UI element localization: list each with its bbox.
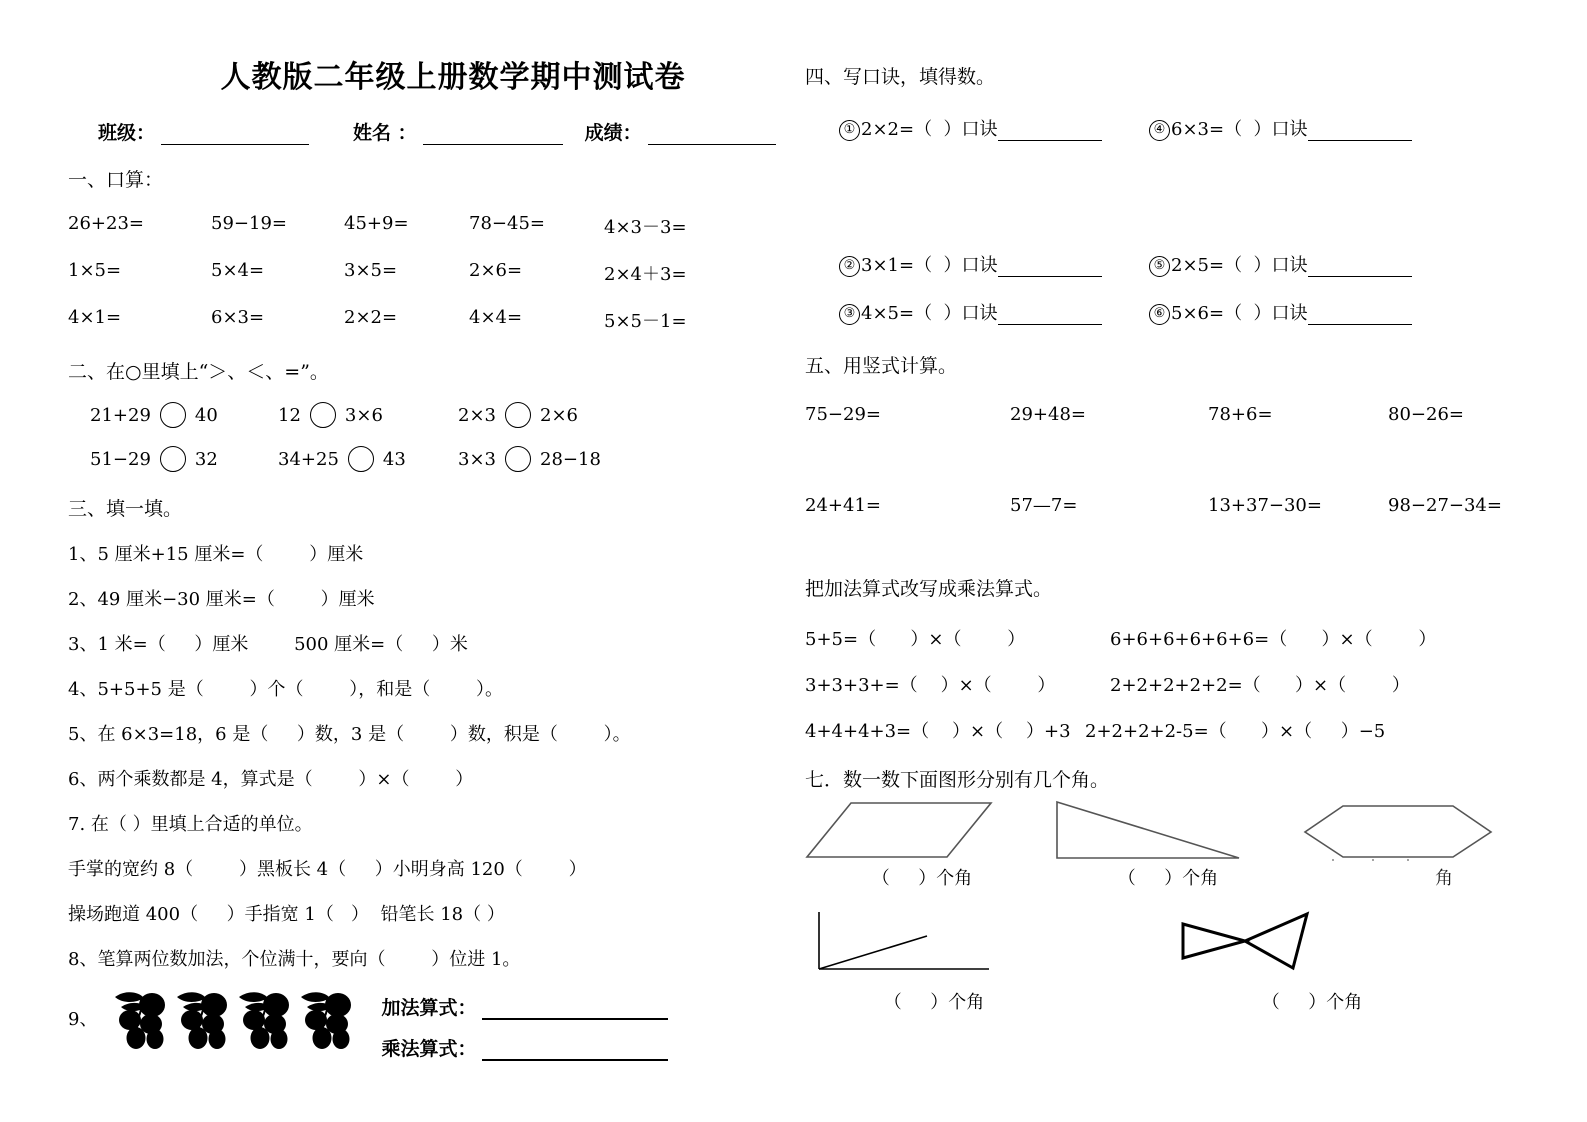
oral-problem: 3×5= xyxy=(344,260,398,281)
formula-item xyxy=(1149,299,1412,325)
addition-answer-row xyxy=(381,993,668,1020)
compare-right: 43 xyxy=(382,448,406,470)
compare-item xyxy=(90,446,278,472)
convert-problem: 5+5=（ ）×（ ） xyxy=(805,629,1026,650)
fill-item: 3、1 米=（ ）厘米 500 厘米=（ ）米 xyxy=(68,634,468,655)
oral-problem: 26+23= xyxy=(68,213,144,234)
item-marker-5: ⑤ xyxy=(1149,256,1170,277)
convert-problem: 6+6+6+6+6+6=（ ）×（ ） xyxy=(1110,629,1437,650)
formula-blank[interactable] xyxy=(998,261,1102,277)
shape-label: （ ）个角 xyxy=(1117,868,1219,889)
fill-item: 4、5+5+5 是（ ）个（ ），和是（ ）。 xyxy=(68,679,504,700)
formula-row-1 xyxy=(805,115,1519,141)
cherry-cluster-icon xyxy=(111,983,173,1055)
vertical-problem: 80−26= xyxy=(1388,404,1464,425)
convert-problem: 2+2+2+2-5=（ ）×（ ）−5 xyxy=(1085,721,1386,742)
cherry-cluster-icon xyxy=(297,983,359,1055)
formula-expression: 3×1=（ ）口诀 xyxy=(861,255,998,276)
formula-item xyxy=(839,299,1149,325)
oral-problem: 2×2= xyxy=(344,307,398,328)
cherry-cluster-icon xyxy=(235,983,297,1055)
compare-right: 40 xyxy=(194,404,218,426)
oral-problem: 4×3－3= xyxy=(604,217,687,238)
convert-problem: 2+2+2+2+2=（ ）×（ ） xyxy=(1110,675,1410,696)
shape-label: （ ）个角 xyxy=(1261,992,1363,1013)
fill-item: 8、笔算两位数加法，个位满十，要向（ ）位进 1。 xyxy=(68,949,521,970)
name-label: 姓名 ： xyxy=(353,122,417,144)
formula-item xyxy=(1149,115,1412,141)
item-marker-1: ① xyxy=(839,120,860,141)
oral-row-3 xyxy=(68,307,798,333)
vertical-problem: 75−29= xyxy=(805,404,881,425)
compare-left: 34+25 xyxy=(278,448,339,470)
section-2-heading: 二、在○里填上“＞、＜、=”。 xyxy=(68,361,329,383)
compare-right: 28−18 xyxy=(540,448,601,470)
multiplication-answer-row xyxy=(381,1034,668,1061)
item-9-answers xyxy=(381,983,668,1075)
formula-expression: 5×6=（ ）口诀 xyxy=(1171,303,1308,324)
formula-item xyxy=(839,115,1149,141)
oral-problem: 6×3= xyxy=(211,307,265,328)
compare-item xyxy=(90,402,278,428)
fill-item: 6、两个乘数都是 4，算式是（ ）×（ ） xyxy=(68,769,474,790)
addition-label: 加法算式： xyxy=(381,997,477,1019)
compare-item xyxy=(458,446,601,472)
compare-item xyxy=(278,446,458,472)
shape-cell-bowtie xyxy=(1165,906,1465,1014)
shape-cell-hexagon xyxy=(1303,800,1513,890)
item-marker-3: ③ xyxy=(839,304,860,325)
hexagon-icon xyxy=(1303,800,1493,862)
compare-row-1 xyxy=(68,402,798,428)
page-title: 人教版二年级上册数学期中测试卷 xyxy=(220,60,686,95)
compare-left: 12 xyxy=(278,404,301,426)
oral-problem: 59−19= xyxy=(211,213,287,234)
compare-right: 3×6 xyxy=(344,404,383,426)
formula-row-3 xyxy=(805,299,1519,325)
shape-cell-triangle xyxy=(1053,800,1303,890)
parallelogram-icon xyxy=(805,800,995,862)
convert-problem: 4+4+4+3=（ ）×（ ）+3 xyxy=(805,721,1071,742)
cherry-group-container xyxy=(111,983,359,1055)
compare-left: 2×3 xyxy=(458,404,496,426)
shape-cell-angle-rays xyxy=(805,906,1105,1014)
item-9-number: 9、 xyxy=(68,1009,98,1030)
compare-right: 32 xyxy=(194,448,218,470)
compare-left: 3×3 xyxy=(458,448,496,470)
oral-problem: 4×4= xyxy=(469,307,523,328)
fill-item: 1、5 厘米+15 厘米=（ ）厘米 xyxy=(68,544,364,565)
oral-problem: 2×4＋3= xyxy=(604,264,687,285)
multiplication-answer-blank[interactable] xyxy=(482,1042,668,1061)
score-input-blank[interactable] xyxy=(648,124,776,145)
shape-label: 角 xyxy=(1435,868,1453,889)
oral-problem: 5×4= xyxy=(211,260,265,281)
cherry-cluster-icon xyxy=(173,983,235,1055)
item-marker-6: ⑥ xyxy=(1149,304,1170,325)
shape-row-bottom xyxy=(805,906,1519,1014)
class-input-blank[interactable] xyxy=(161,124,309,145)
formula-item xyxy=(1149,251,1412,277)
fill-item: 操场跑道 400（ ）手指宽 1（ ） 铅笔长 18（ ） xyxy=(68,904,505,925)
convert-row-1 xyxy=(805,625,1519,651)
formula-item xyxy=(839,251,1149,277)
formula-blank[interactable] xyxy=(998,125,1102,141)
vertical-calc-row-1 xyxy=(805,404,1519,425)
section-1-heading: 一、口算： xyxy=(68,169,164,191)
convert-row-2 xyxy=(805,671,1519,697)
right-triangle-icon xyxy=(1053,800,1243,862)
formula-row-2 xyxy=(805,251,1519,277)
score-label: 成绩： xyxy=(584,122,642,144)
oral-problem: 5×5－1= xyxy=(604,311,687,332)
compare-circle[interactable] xyxy=(160,446,186,472)
angle-rays-icon xyxy=(805,906,1005,978)
left-column xyxy=(68,0,798,1075)
item-marker-4: ④ xyxy=(1149,120,1170,141)
compare-circle[interactable] xyxy=(310,402,336,428)
compare-circle[interactable] xyxy=(505,402,531,428)
formula-expression: 2×5=（ ）口诀 xyxy=(1171,255,1308,276)
formula-blank[interactable] xyxy=(1308,261,1412,277)
oral-row-1 xyxy=(68,213,798,239)
compare-left: 21+29 xyxy=(90,404,151,426)
vertical-problem: 29+48= xyxy=(1010,404,1086,425)
fill-item: 5、在 6×3=18，6 是（ ）数，3 是（ ）数，积是（ ）。 xyxy=(68,724,631,745)
right-column xyxy=(805,0,1519,1014)
compare-item xyxy=(278,402,458,428)
compare-right: 2×6 xyxy=(540,404,578,426)
section-5-heading: 五、用竖式计算。 xyxy=(805,355,958,377)
vertical-problem: 78+6= xyxy=(1208,404,1273,425)
convert-problem: 3+3+3+=（ ）×（ ） xyxy=(805,675,1056,696)
formula-blank[interactable] xyxy=(1308,309,1412,325)
oral-row-2 xyxy=(68,260,798,286)
fill-item: 7. 在（ ）里填上合适的单位。 xyxy=(68,814,313,835)
section-3-heading: 三、填一填。 xyxy=(68,498,183,520)
name-input-blank[interactable] xyxy=(423,124,563,145)
compare-circle[interactable] xyxy=(160,402,186,428)
shape-label: （ ）个角 xyxy=(871,868,973,889)
shape-cell-parallelogram xyxy=(805,800,1053,890)
vertical-problem: 13+37−30= xyxy=(1208,495,1322,516)
class-label: 班级： xyxy=(98,122,156,144)
multiplication-label: 乘法算式： xyxy=(381,1038,477,1060)
item-marker-2: ② xyxy=(839,256,860,277)
section-6-heading: 把加法算式改写成乘法算式。 xyxy=(805,578,1053,600)
compare-left: 51−29 xyxy=(90,448,151,470)
vertical-calc-row-2 xyxy=(805,495,1519,516)
vertical-problem: 24+41= xyxy=(805,495,881,516)
compare-row-2 xyxy=(68,446,798,472)
formula-expression: 2×2=（ ）口诀 xyxy=(861,119,998,140)
formula-expression: 6×3=（ ）口诀 xyxy=(1171,119,1308,140)
section-7-heading: 七．数一数下面图形分别有几个角。 xyxy=(805,769,1110,791)
shape-label: （ ）个角 xyxy=(883,992,985,1013)
section-4-heading: 四、写口诀，填得数。 xyxy=(805,66,996,88)
oral-problem: 2×6= xyxy=(469,260,523,281)
shape-row-top xyxy=(805,800,1519,890)
vertical-problem: 98−27−34= xyxy=(1388,495,1502,516)
compare-circle[interactable] xyxy=(348,446,374,472)
formula-blank[interactable] xyxy=(1308,125,1412,141)
oral-problem: 45+9= xyxy=(344,213,409,234)
formula-blank[interactable] xyxy=(998,309,1102,325)
oral-problem: 4×1= xyxy=(68,307,122,328)
addition-answer-blank[interactable] xyxy=(482,1001,668,1020)
oral-problem: 1×5= xyxy=(68,260,122,281)
oral-problem: 78−45= xyxy=(469,213,545,234)
item-9-block xyxy=(68,983,798,1075)
formula-expression: 4×5=（ ）口诀 xyxy=(861,303,998,324)
fill-item: 手掌的宽约 8（ ）黑板长 4（ ）小明身高 120（ ） xyxy=(68,859,587,880)
bowtie-icon xyxy=(1165,906,1365,978)
student-info-row xyxy=(98,118,798,145)
compare-circle[interactable] xyxy=(505,446,531,472)
compare-item xyxy=(458,402,578,428)
convert-row-3 xyxy=(805,717,1519,743)
vertical-problem: 57—7= xyxy=(1010,495,1078,516)
fill-item: 2、49 厘米−30 厘米=（ ）厘米 xyxy=(68,589,375,610)
